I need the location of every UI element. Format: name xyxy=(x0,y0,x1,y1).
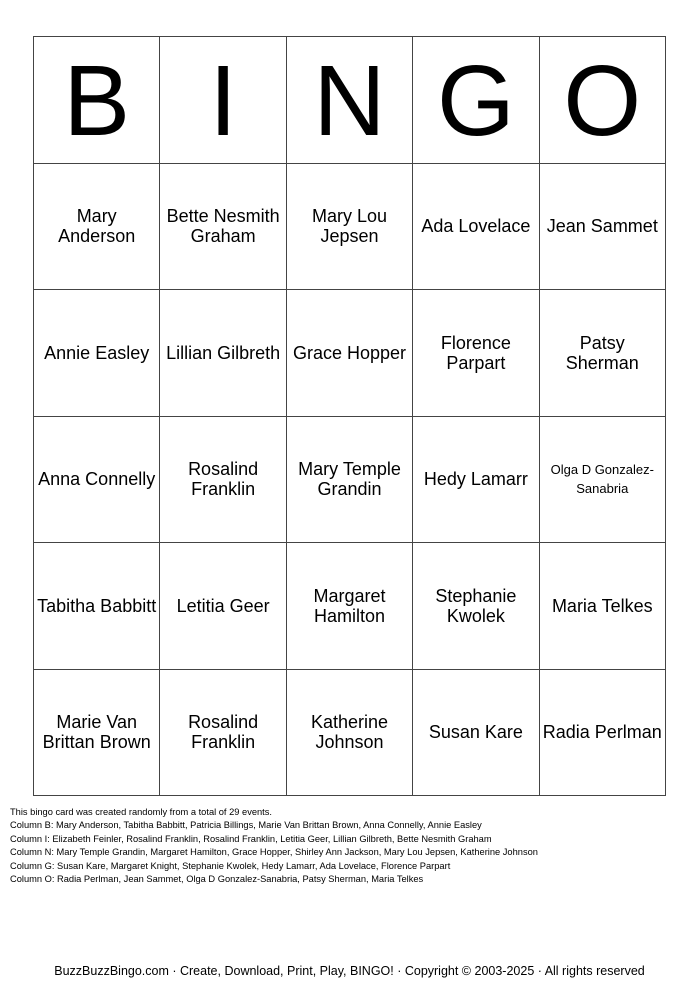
bingo-cell: Mary Anderson xyxy=(34,164,160,291)
header-letter-b: B xyxy=(34,37,160,164)
bingo-cell: Radia Perlman xyxy=(540,670,666,797)
header-letter-o: O xyxy=(540,37,666,164)
bingo-cell: Rosalind Franklin xyxy=(160,417,286,544)
info-column-b: Column B: Mary Anderson, Tabitha Babbitt, Patricia Billings, Marie Van Brittan Brown, Anna Connelly, Annie Easley xyxy=(10,820,482,831)
bingo-cell: Tabitha Babbitt xyxy=(34,543,160,670)
header-letter-n: N xyxy=(287,37,413,164)
bingo-cell: Stephanie Kwolek xyxy=(413,543,539,670)
info-column-n: Column N: Mary Temple Grandin, Margaret Hamilton, Grace Hopper, Shirley Ann Jackson, Mary Lou Jepsen, Katherine Johnson xyxy=(10,847,538,858)
bingo-cell: Grace Hopper xyxy=(287,290,413,417)
info-column-i: Column I: Elizabeth Feinler, Rosalind Franklin, Rosalind Franklin, Letitia Geer, Lillian Gilbreth, Bette Nesmith Graham xyxy=(10,833,492,844)
bingo-cell: Maria Telkes xyxy=(540,543,666,670)
info-column-o: Column O: Radia Perlman, Jean Sammet, Olga D Gonzalez-Sanabria, Patsy Sherman, Maria Telkes xyxy=(10,874,424,885)
bingo-cell: Katherine Johnson xyxy=(287,670,413,797)
card-info xyxy=(10,806,690,886)
bingo-cell: Anna Connelly xyxy=(34,417,160,544)
bingo-cell: Florence Parpart xyxy=(413,290,539,417)
bingo-cell: Jean Sammet xyxy=(540,164,666,291)
bingo-cell: Mary Lou Jepsen xyxy=(287,164,413,291)
bingo-cell: Marie Van Brittan Brown xyxy=(34,670,160,797)
bingo-cell: Olga D Gonzalez-Sanabria xyxy=(540,417,666,544)
bingo-cell: Ada Lovelace xyxy=(413,164,539,291)
bingo-cell: Rosalind Franklin xyxy=(160,670,286,797)
header-letter-g: G xyxy=(413,37,539,164)
footer-text: BuzzBuzzBingo.com · Create, Download, Print, Play, BINGO! · Copyright © 2003-2025 · All rights reserved xyxy=(54,964,645,978)
bingo-cell: Letitia Geer xyxy=(160,543,286,670)
bingo-card xyxy=(33,36,666,796)
header-letter-i: I xyxy=(160,37,286,164)
bingo-cell: Patsy Sherman xyxy=(540,290,666,417)
bingo-cell: Hedy Lamarr xyxy=(413,417,539,544)
bingo-cell: Lillian Gilbreth xyxy=(160,290,286,417)
bingo-cell: Mary Temple Grandin xyxy=(287,417,413,544)
info-intro: This bingo card was created randomly from a total of 29 events. xyxy=(10,807,272,817)
bingo-cell: Annie Easley xyxy=(34,290,160,417)
bingo-cell: Susan Kare xyxy=(413,670,539,797)
bingo-cell: Margaret Hamilton xyxy=(287,543,413,670)
info-column-g: Column G: Susan Kare, Margaret Knight, Stephanie Kwolek, Hedy Lamarr, Ada Lovelace, Florence Parpart xyxy=(10,860,451,871)
bingo-cell: Bette Nesmith Graham xyxy=(160,164,286,291)
